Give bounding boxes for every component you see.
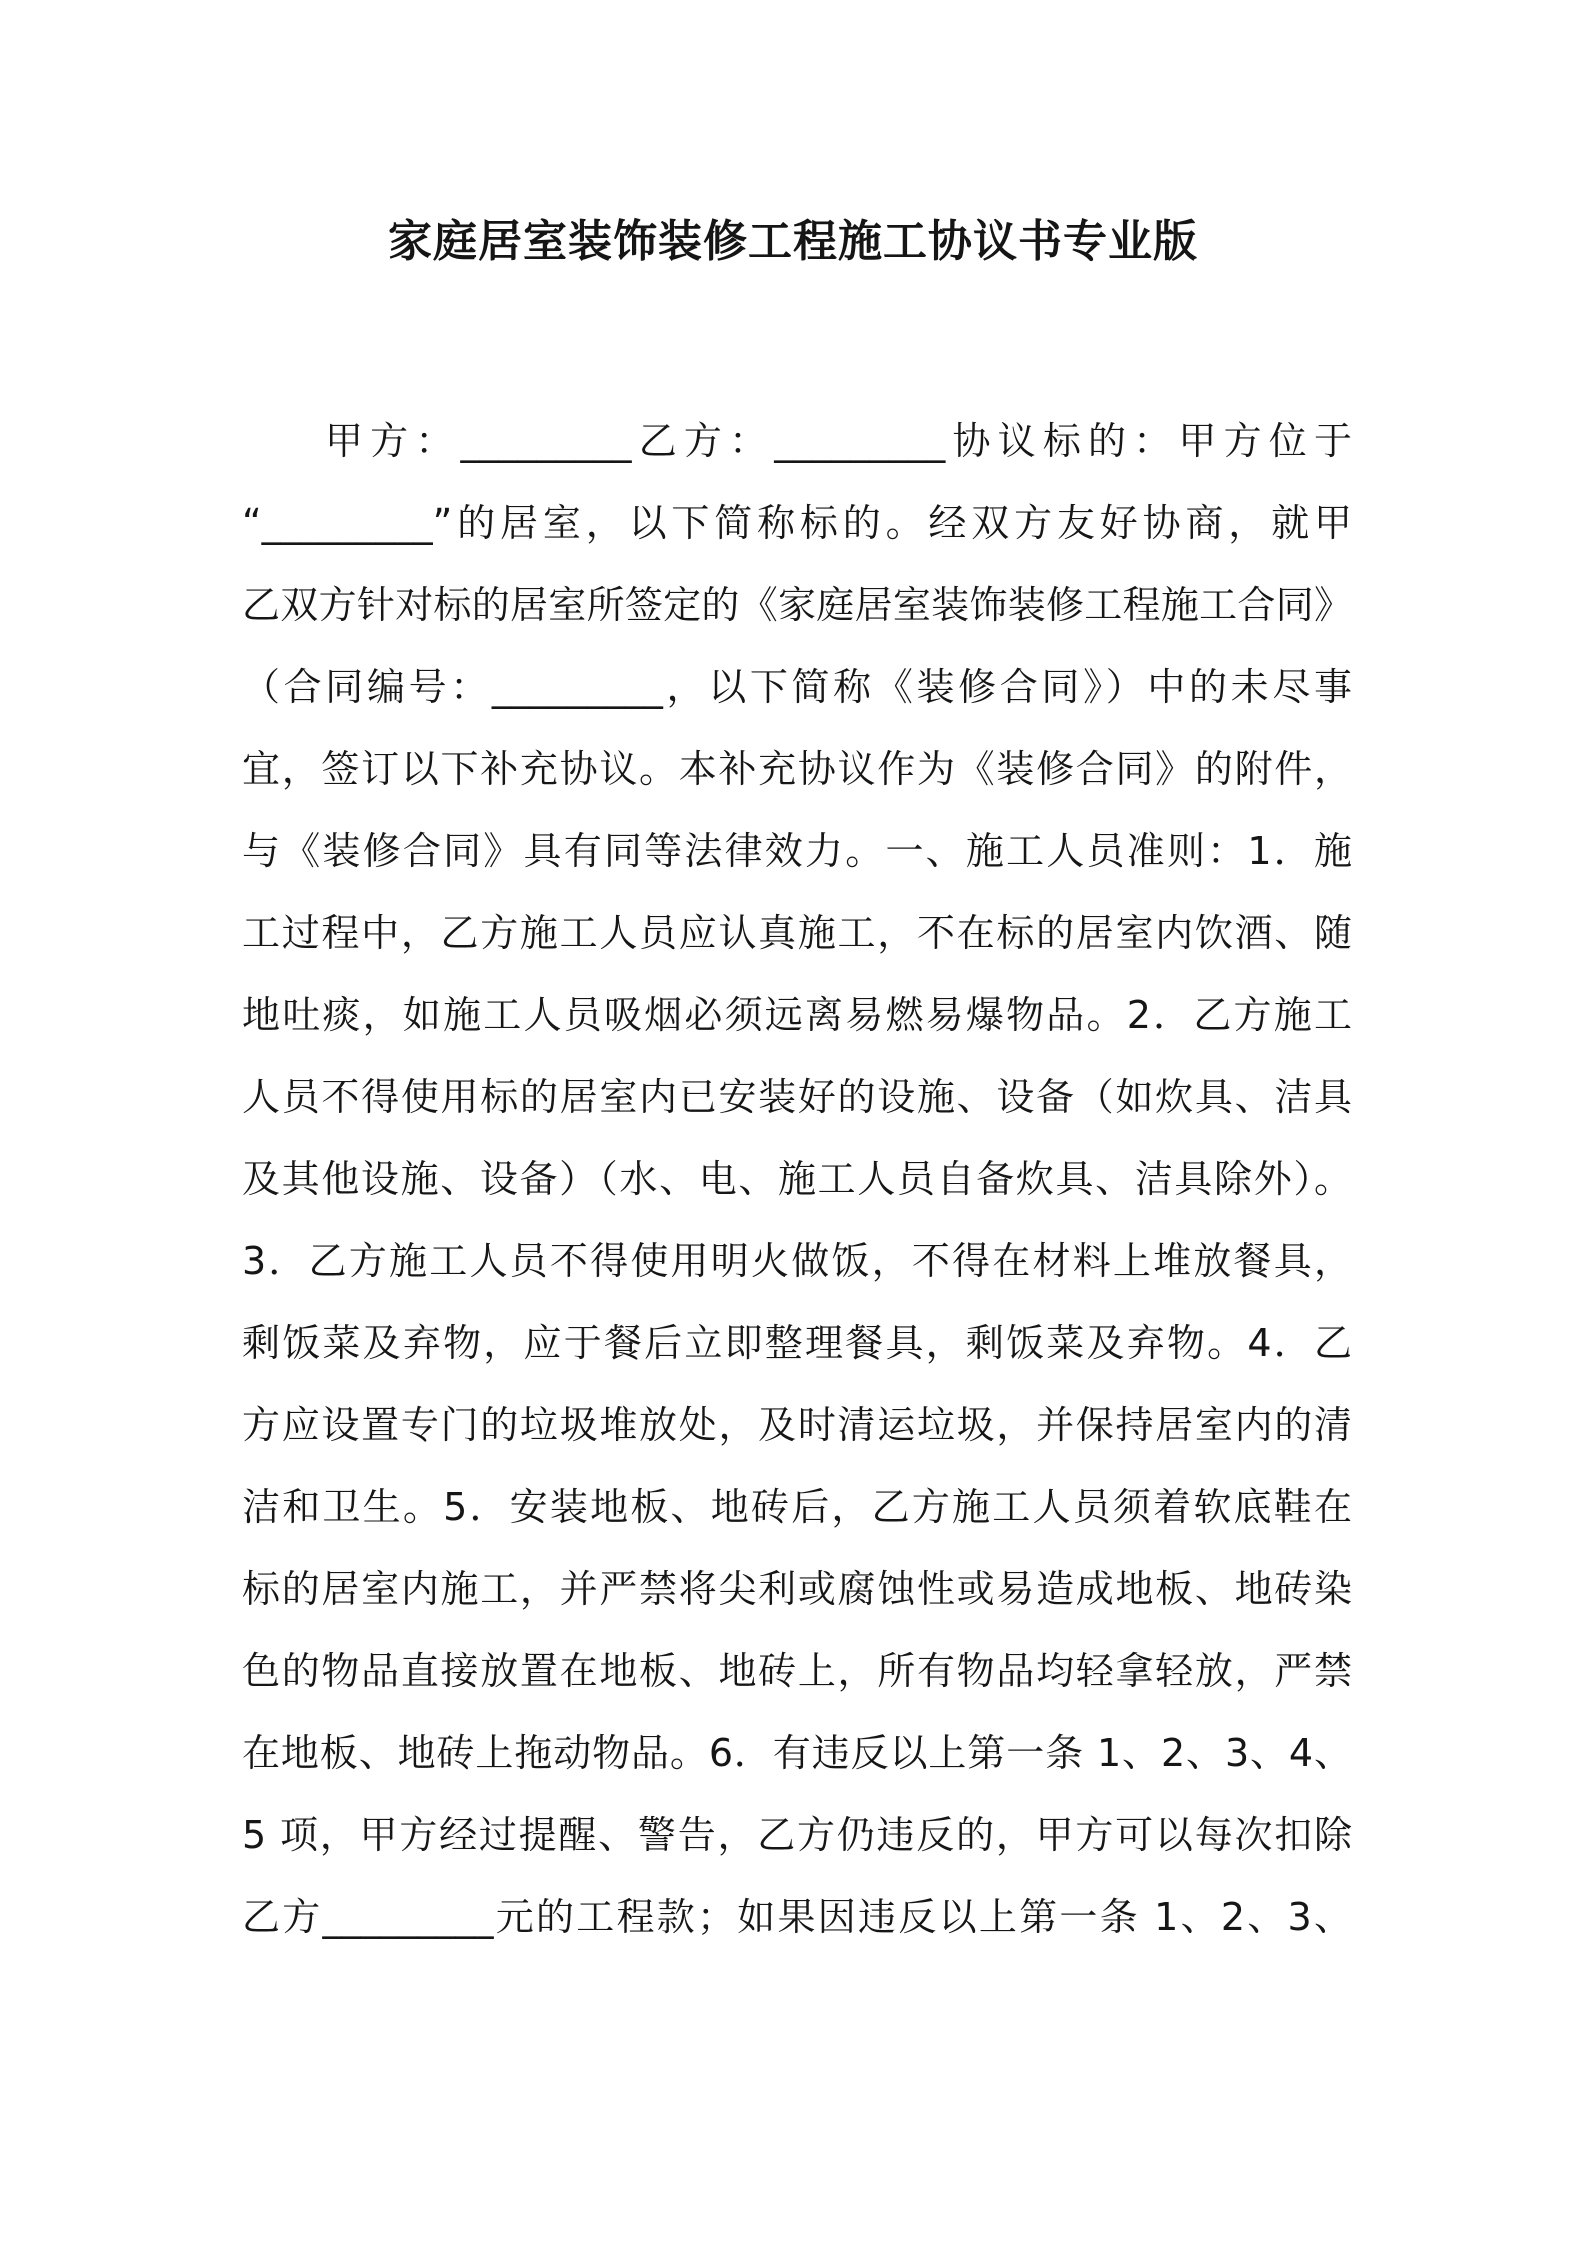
paragraph-line: 5 项，甲方经过提醒、警告，乙方仍违反的，甲方可以每次扣除 <box>242 1813 1352 1857</box>
paragraph-line: 甲方：_________乙方：_________协议标的：甲方位于 <box>325 419 1352 463</box>
paragraph-line: 与《装修合同》具有同等法律效力。一、施工人员准则：1．施 <box>242 829 1352 873</box>
document-title: 家庭居室装饰装修工程施工协议书专业版 <box>388 216 1198 267</box>
paragraph-line: 色的物品直接放置在地板、地砖上，所有物品均轻拿轻放，严禁 <box>242 1649 1352 1693</box>
paragraph-line: 工过程中，乙方施工人员应认真施工，不在标的居室内饮酒、随 <box>242 911 1352 955</box>
paragraph-line: 在地板、地砖上拖动物品。6．有违反以上第一条 1、2、3、4、 <box>242 1731 1352 1775</box>
paragraph-line: 标的居室内施工，并严禁将尖利或腐蚀性或易造成地板、地砖染 <box>242 1567 1352 1611</box>
paragraph-line: （合同编号：_________，以下简称《装修合同》）中的未尽事 <box>242 665 1352 709</box>
paragraph-line: 人员不得使用标的居室内已安装好的设施、设备（如炊具、洁具 <box>242 1075 1352 1119</box>
paragraph-line: 洁和卫生。5．安装地板、地砖后，乙方施工人员须着软底鞋在 <box>242 1485 1352 1529</box>
paragraph-line: 3．乙方施工人员不得使用明火做饭，不得在材料上堆放餐具， <box>242 1239 1352 1283</box>
paragraph-line: 乙双方针对标的居室所签定的《家庭居室装饰装修工程施工合同》 <box>242 583 1352 627</box>
paragraph-line: 剩饭菜及弃物，应于餐后立即整理餐具，剩饭菜及弃物。4．乙 <box>242 1321 1352 1365</box>
paragraph-line: 地吐痰，如施工人员吸烟必须远离易燃易爆物品。2．乙方施工 <box>242 993 1352 1037</box>
paragraph-line: “_________”的居室，以下简称标的。经双方友好协商，就甲 <box>242 501 1352 545</box>
paragraph-line: 方应设置专门的垃圾堆放处，及时清运垃圾，并保持居室内的清 <box>242 1403 1352 1447</box>
paragraph-line: 及其他设施、设备）（水、电、施工人员自备炊具、洁具除外）。 <box>242 1157 1352 1201</box>
paragraph-line: 乙方_________元的工程款；如果因违反以上第一条 1、2、3、 <box>242 1895 1352 1939</box>
paragraph-line: 宜，签订以下补充协议。本补充协议作为《装修合同》的附件， <box>242 747 1352 791</box>
